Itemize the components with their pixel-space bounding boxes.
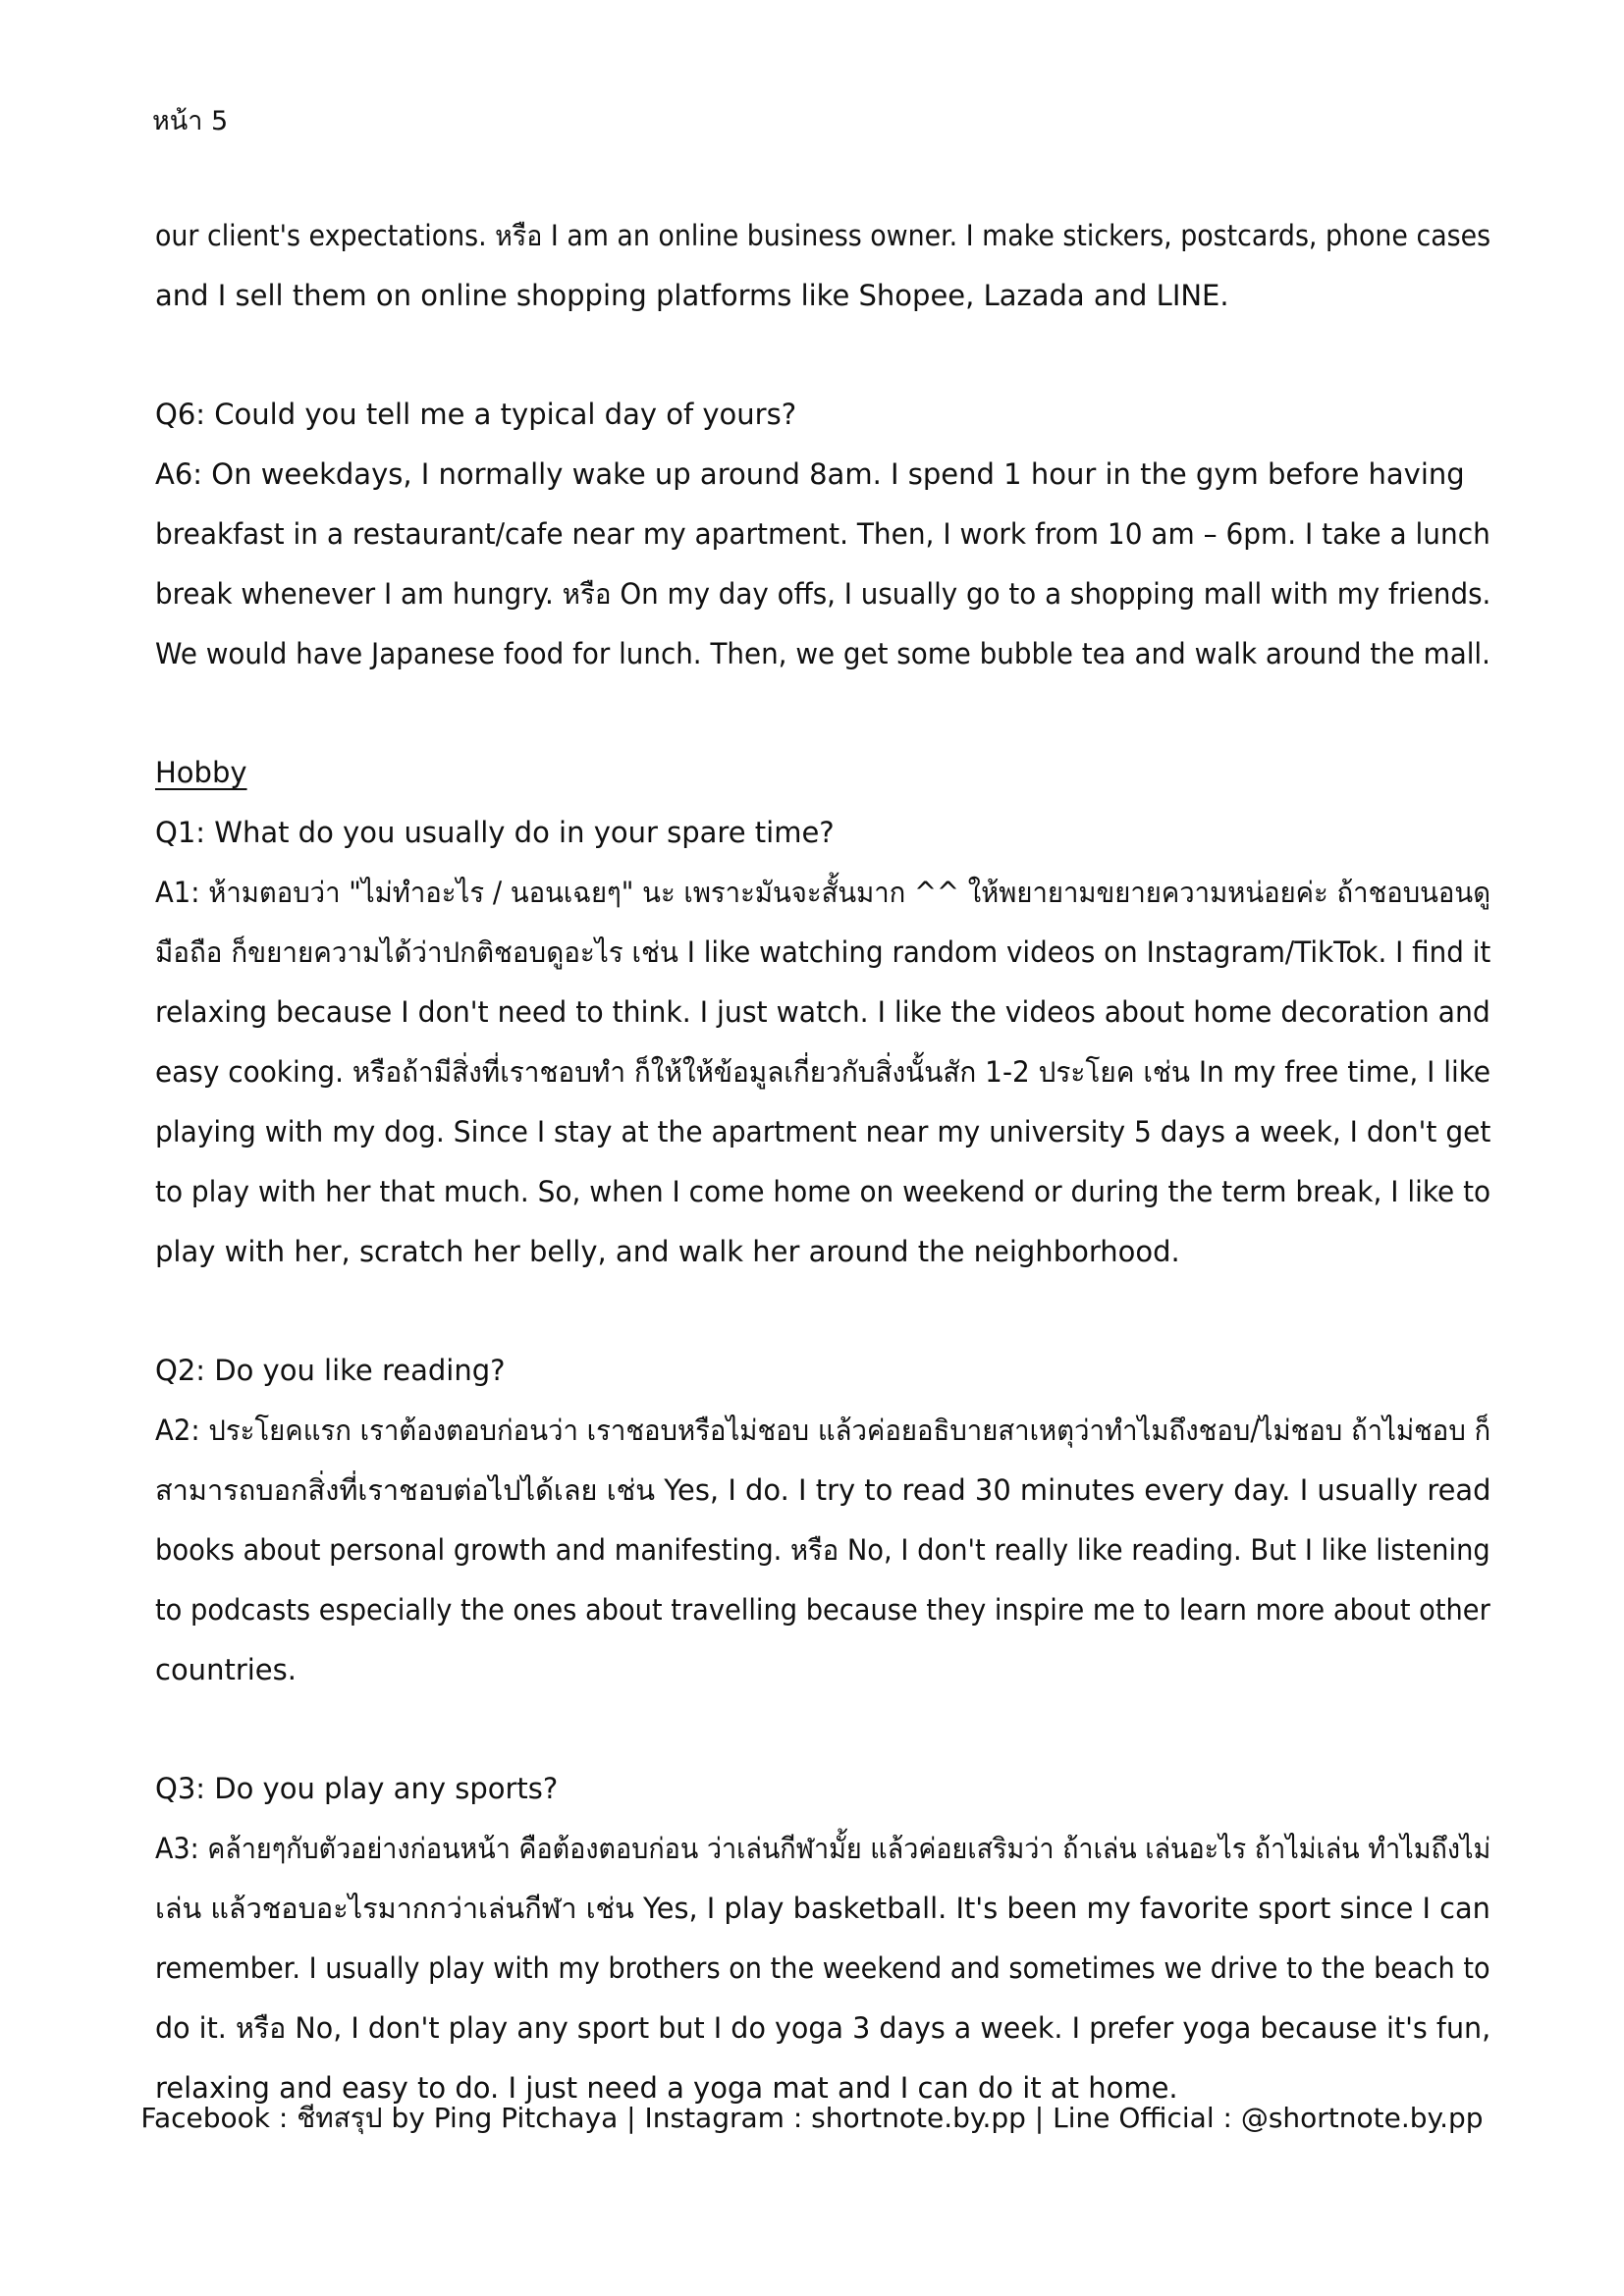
answer-a3-line: A3: คล้ายๆกับตัวอย่างก่อนหน้า คือต้องตอบก่อน ว่าเล่นกีฬามั้ย แล้วค่อยเสริมว่า ถ้าเล่น เล่นอะไร ถ้าไม่เล่น ทำไมถึงไม่ <box>155 1832 1491 1865</box>
question-q6: Q6: Could you tell me a typical day of yours? <box>155 398 797 431</box>
answer-a1-line: to play with her that much. So, when I come home on weekend or during the term break, I like to <box>155 1175 1491 1208</box>
answer-a6-line: A6: On weekdays, I normally wake up around 8am. I spend 1 hour in the gym before having <box>155 457 1465 491</box>
answer-a2-line: A2: ประโยคแรก เราต้องตอบก่อนว่า เราชอบหรือไม่ชอบ แล้วค่อยอธิบายสาเหตุว่าทำไมถึงชอบ/ไม่ชอบ ถ้าไม่ชอบ ก็ <box>155 1414 1491 1447</box>
text-line: our client's expectations. หรือ I am an online business owner. I make stickers, postcards, phone cases <box>155 219 1491 252</box>
text-line: and I sell them on online shopping platforms like Shopee, Lazada and LINE. <box>155 279 1229 312</box>
answer-a1-line: playing with my dog. Since I stay at the apartment near my university 5 days a week, I don't get <box>155 1115 1491 1148</box>
answer-a2-line: สามารถบอกสิ่งที่เราชอบต่อไปได้เลย เช่น Yes, I do. I try to read 30 minutes every day. I usually read <box>155 1473 1491 1507</box>
footer-social-links: Facebook : ชีทสรุป by Ping Pitchaya | Instagram : shortnote.by.pp | Line Official : @shortnote.by.pp <box>140 2102 1484 2134</box>
answer-a1-line: relaxing because I don't need to think. I just watch. I like the videos about home decoration and <box>155 995 1490 1029</box>
document-body <box>155 206 1490 2177</box>
answer-a2-line: countries. <box>155 1653 297 1686</box>
answer-a6-line: We would have Japanese food for lunch. Then, we get some bubble tea and walk around the mall. <box>155 637 1490 670</box>
answer-a1-line: มือถือ ก็ขยายความได้ว่าปกติชอบดูอะไร เช่น I like watching random videos on Instagram/TikTok. I find it <box>155 935 1491 969</box>
answer-a6-line: breakfast in a restaurant/cafe near my apartment. Then, I work from 10 am – 6pm. I take a lunch <box>155 517 1490 551</box>
question-q1: Q1: What do you usually do in your spare time? <box>155 816 835 849</box>
answer-a2-line: to podcasts especially the ones about travelling because they inspire me to learn more about other <box>155 1593 1490 1627</box>
answer-a3-line: do it. หรือ No, I don't play any sport but I do yoga 3 days a week. I prefer yoga because it's fun, <box>155 2011 1491 2045</box>
answer-a1-line: play with her, scratch her belly, and walk her around the neighborhood. <box>155 1235 1180 1268</box>
hobby-q2-block <box>155 1341 1490 1700</box>
hobby-q3-block <box>155 1759 1490 2118</box>
q6-block <box>155 385 1490 684</box>
answer-a6-line: break whenever I am hungry. หรือ On my day offs, I usually go to a shopping mall with my friends. <box>155 577 1491 611</box>
answer-a2-line: books about personal growth and manifesting. หรือ No, I don't really like reading. But I like listening <box>155 1533 1490 1567</box>
question-q3: Q3: Do you play any sports? <box>155 1772 559 1805</box>
answer-a1-line: A1: ห้ามตอบว่า "ไม่ทำอะไร / นอนเฉยๆ" นะ เพราะมันจะสั้นมาก ^^ ให้พยายามขยายความหน่อยค่ะ ถ้าชอบนอนดู <box>155 876 1491 909</box>
page-number: หน้า 5 <box>152 106 229 136</box>
answer-a3-line: remember. I usually play with my brothers on the weekend and sometimes we drive to the beach to <box>155 1951 1490 1985</box>
hobby-q1-block <box>155 743 1490 1282</box>
answer-a3-line: เล่น แล้วชอบอะไรมากกว่าเล่นกีฬา เช่น Yes, I play basketball. It's been my favorite sport since I can <box>155 1892 1490 1925</box>
answer-a1-line: easy cooking. หรือถ้ามีสิ่งที่เราชอบทำ ก็ให้ให้ข้อมูลเกี่ยวกับสิ่งนั้นสัก 1-2 ประโยค เช่น In my free time, I like <box>155 1055 1491 1089</box>
intro-paragraph <box>155 206 1490 326</box>
answer-a3-line: relaxing and easy to do. I just need a yoga mat and I can do it at home. <box>155 2071 1178 2105</box>
question-q2: Q2: Do you like reading? <box>155 1354 506 1387</box>
section-heading-hobby: Hobby <box>155 756 247 789</box>
